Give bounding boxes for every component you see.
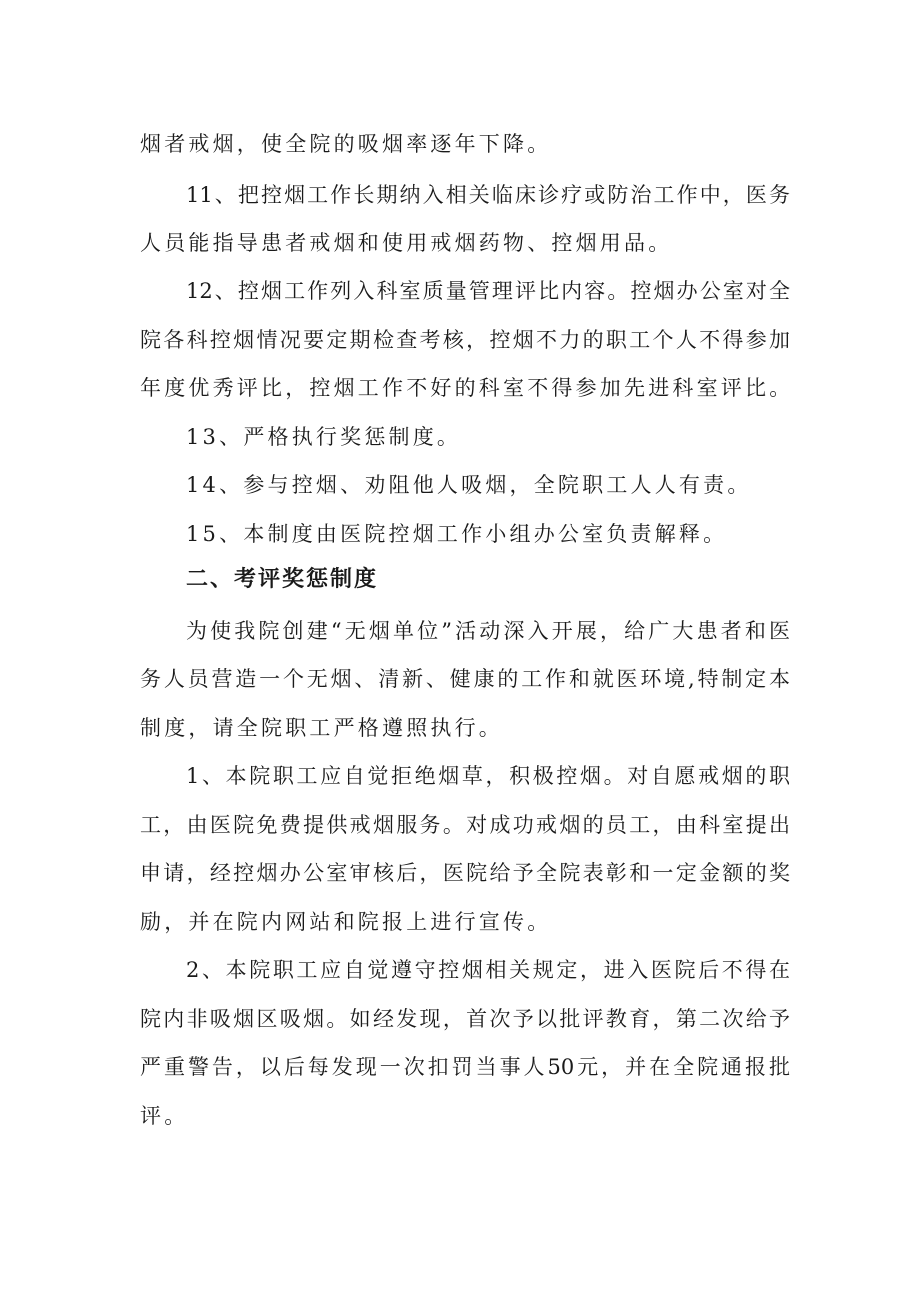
paragraph-line: 烟者戒烟，使全院的吸烟率逐年下降。 [140,132,552,156]
paragraph-line: 严重警告，以后每发现一次扣罚当事人50元，并在全院通报批 [140,1055,790,1079]
paragraph-line: 年度优秀评比，控烟工作不好的科室不得参加先进科室评比。 [140,376,794,400]
paragraph-line: 申请，经控烟办公室审核后，医院给予全院表彰和一定金额的奖 [140,861,790,885]
paragraph-line: 12、控烟工作列入科室质量管理评比内容。控烟办公室对全 [186,279,790,303]
paragraph-line: 1、本院职工应自觉拒绝烟草，积极控烟。对自愿戒烟的职 [186,764,790,788]
section-heading: 二、考评奖惩制度 [186,567,379,592]
paragraph-line: 务人员营造一个无烟、清新、健康的工作和就医环境,特制定本 [140,667,790,691]
paragraph-line: 15、本制度由医院控烟工作小组办公室负责解释。 [186,522,728,546]
paragraph-line: 11、把控烟工作长期纳入相关临床诊疗或防治工作中，医务 [186,183,790,207]
paragraph-line: 为使我院创建“无烟单位”活动深入开展，给广大患者和医 [186,619,790,643]
paragraph-line: 人员能指导患者戒烟和使用戒烟药物、控烟用品。 [140,231,673,255]
paragraph-line: 13、严格执行奖惩制度。 [186,425,462,449]
paragraph-line: 院内非吸烟区吸烟。如经发现，首次予以批评教育，第二次给予 [140,1007,790,1031]
paragraph-line: 励，并在院内网站和院报上进行宣传。 [140,910,552,934]
paragraph-line: 评。 [140,1104,189,1128]
paragraph-line: 2、本院职工应自觉遵守控烟相关规定，进入医院后不得在 [186,958,790,982]
paragraph-line: 院各科控烟情况要定期检查考核，控烟不力的职工个人不得参加 [140,328,790,352]
paragraph-line: 制度，请全院职工严格遵照执行。 [140,716,503,740]
paragraph-line: 工，由医院免费提供戒烟服务。对成功戒烟的员工，由科室提出 [140,813,790,837]
paragraph-line: 14、参与控烟、劝阻他人吸烟，全院职工人人有责。 [186,473,752,497]
